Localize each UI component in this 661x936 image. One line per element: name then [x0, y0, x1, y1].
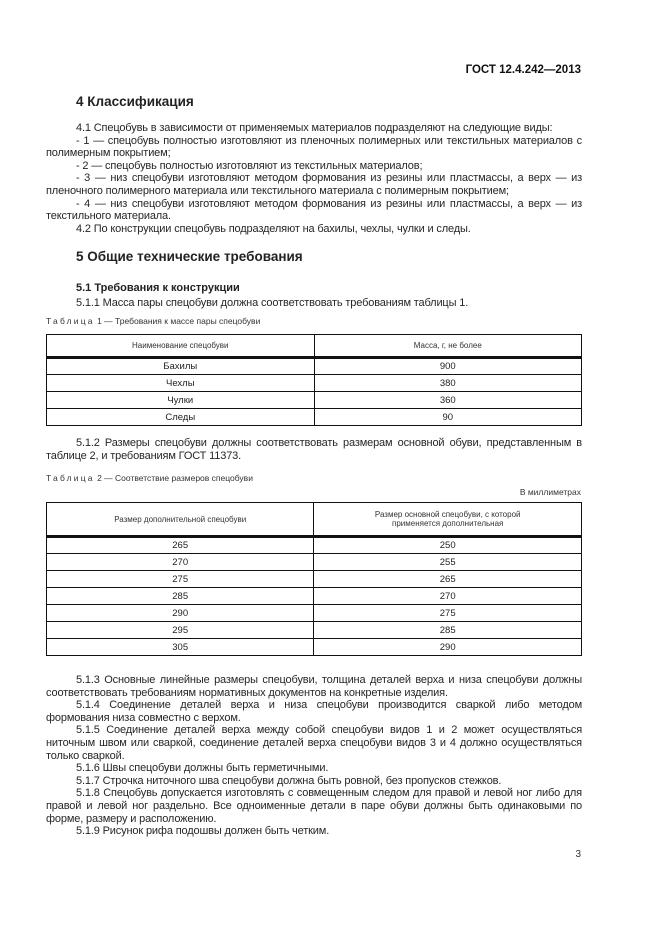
paragraph-5-1-5: 5.1.5 Соединение деталей верха между собой спецобуви видов 1 и 2 может осуществляться ниточным швом или сваркой, соединение деталей верха спецобуви видов 3 и 4 должно осуществляться только сваркой. [46, 724, 582, 762]
table-cell: 275 [47, 571, 314, 588]
table-cell: 255 [314, 554, 582, 571]
table-cell: 90 [314, 409, 581, 426]
paragraph-type-2: - 2 — спецобувь полностью изготовляют из текстильных материалов; [76, 159, 423, 172]
table-cell: 270 [47, 554, 314, 571]
paragraph-type-1: - 1 — спецобувь полностью изготовляют из пленочных полимерных или текстильных материалов с полимерным покрытием; [46, 134, 582, 160]
table-cell: 250 [314, 537, 582, 554]
paragraph-type-4: - 4 — низ спецобуви изготовляют методом формования из резины или пластмассы, а верх — из текстильного материала. [46, 197, 582, 223]
section-5-1-body [46, 674, 582, 838]
paragraph-4-1: 4.1 Спецобувь в зависимости от применяемых материалов подразделяют на следующие виды: [76, 122, 553, 134]
table-cell: 290 [314, 639, 582, 656]
table-cell: 290 [47, 605, 314, 622]
paragraph-5-1-3: 5.1.3 Основные линейные размеры спецобуви, толщина деталей верха и низа спецобуви должны соответствовать требованиям нормативных документов на конкретные изделия. [46, 674, 582, 699]
table-cell: 285 [314, 622, 582, 639]
paragraph-5-1-6: 5.1.6 Швы спецобуви должны быть герметичными. [76, 762, 329, 775]
table-row [47, 375, 582, 392]
table-1-caption [46, 316, 260, 326]
paragraph-5-1-9: 5.1.9 Рисунок рифа подошвы должен быть четким. [76, 825, 330, 838]
paragraph-5-1-1: 5.1.1 Масса пары спецобуви должна соответствовать требованиям таблицы 1. [76, 297, 469, 309]
table-2-caption-label: Таблица [46, 473, 95, 483]
table-cell: 275 [314, 605, 582, 622]
table-row [47, 392, 582, 409]
table-row [47, 571, 582, 588]
table-1-caption-label: Таблица [46, 316, 95, 326]
table-1-mass [46, 334, 582, 426]
paragraph-5-1-2-block [46, 437, 582, 462]
table-row [47, 358, 582, 375]
section-4-heading: 4 Классификация [76, 94, 194, 109]
paragraph-5-1-4: 5.1.4 Соединение деталей верха и низа спецобуви производится сваркой либо методом формования низа совместно с верхом. [46, 699, 582, 724]
paragraph-type-3: - 3 — низ спецобуви изготовляют методом формования из резины или пластмассы, а верх — из пленочного полимерного материала или текстильного материала с полимерным покрытием; [46, 172, 582, 197]
table-row [47, 622, 582, 639]
paragraph-5-1-7: 5.1.7 Строчка ниточного шва спецобуви должна быть ровной, без пропусков стежков. [76, 774, 502, 787]
table-cell: 265 [47, 537, 314, 554]
section-5-1-heading: 5.1 Требования к конструкции [76, 282, 240, 294]
table-1-caption-text: 1 — Требования к массе пары спецобуви [94, 316, 261, 326]
table-2-caption-text: 2 — Соответствие размеров спецобуви [94, 473, 253, 483]
table-cell: 270 [314, 588, 582, 605]
paragraph-5-1-2: 5.1.2 Размеры спецобуви должны соответствовать размерам основной обуви, представленным в таблице 2, и требованиям ГОСТ 11373. [46, 437, 582, 462]
table-cell: 900 [314, 358, 581, 375]
paragraph-5-1-1-block [46, 297, 582, 310]
table-cell: 360 [314, 392, 581, 409]
table-cell: Следы [47, 409, 315, 426]
table-cell: 285 [47, 588, 314, 605]
table-1-header-mass: Масса, г, не более [314, 335, 581, 358]
table-2-units: В миллиметрах [519, 487, 581, 497]
paragraph-4-2: 4.2 По конструкции спецобувь подразделяют на бахилы, чехлы, чулки и следы. [76, 222, 471, 235]
table-2-header-additional: Размер дополнительной спецобуви [47, 503, 314, 537]
table-row [47, 537, 582, 554]
section-4-body [46, 122, 582, 235]
table-cell: 265 [314, 571, 582, 588]
document-code-header: ГОСТ 12.4.242—2013 [465, 64, 581, 76]
table-cell: Чулки [47, 392, 315, 409]
table-2-caption [46, 473, 253, 483]
paragraph-5-1-8: 5.1.8 Спецобувь допускается изготовлять с совмещенным следом для правой и левой ног либо для правой и левой ног раздельно. Все одноименные детали в паре обуви должны быть одинаковыми по форме, размеру и расположению. [46, 787, 582, 825]
table-cell: 295 [47, 622, 314, 639]
table-row [47, 588, 582, 605]
page-number: 3 [575, 849, 581, 860]
table-2-sizes [46, 502, 582, 656]
table-row [47, 554, 582, 571]
table-cell: Бахилы [47, 358, 315, 375]
section-5-heading: 5 Общие технические требования [76, 249, 303, 264]
table-2-header-main: Размер основной спецобуви, с которой применяется дополнительная [314, 503, 582, 537]
table-row [47, 605, 582, 622]
table-cell: Чехлы [47, 375, 315, 392]
table-cell: 305 [47, 639, 314, 656]
table-1-header-name: Наименование спецобуви [47, 335, 315, 358]
table-cell: 380 [314, 375, 581, 392]
table-row [47, 639, 582, 656]
table-row [47, 409, 582, 426]
